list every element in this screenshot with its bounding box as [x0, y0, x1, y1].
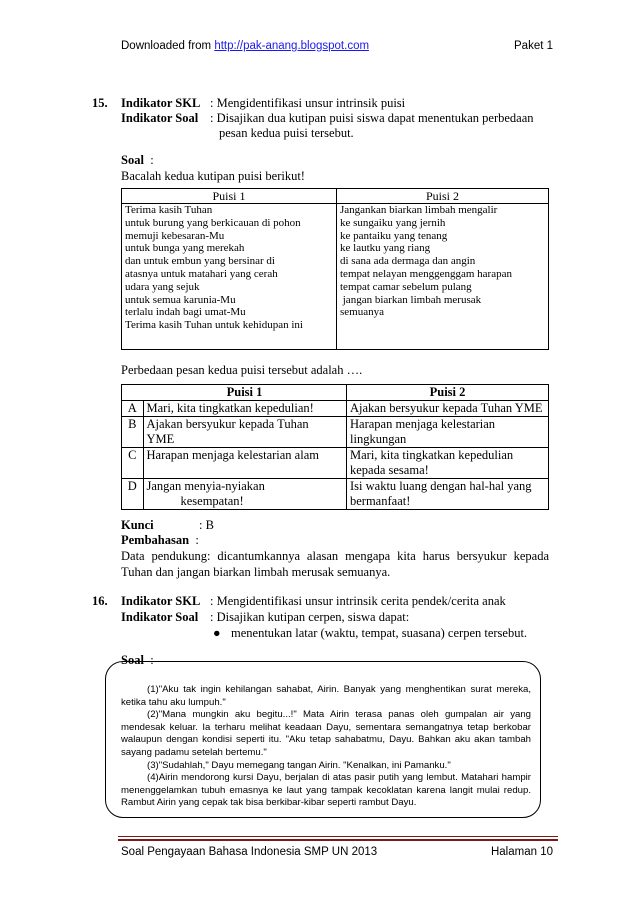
poem-1: [122, 204, 337, 350]
q16-soal-colon: :: [150, 653, 154, 667]
option-puisi-1: [143, 448, 347, 479]
poem-1-line: Terima kasih Tuhan: [125, 204, 213, 216]
q16-skl-text: : Mengidentifikasi unsur intrinsik cerita pendek/cerita anak: [210, 594, 506, 608]
option-puisi-1: [143, 401, 347, 417]
option-text: Mari, kita tingkatkan kepedulian!: [146, 401, 314, 415]
kunci-value: : B: [199, 518, 214, 532]
pembahasan-heading: [121, 533, 199, 548]
options-header-blank: [122, 385, 144, 401]
q16-skl-label: Indikator SKL: [121, 594, 201, 608]
options-header-2: Puisi 2: [347, 385, 549, 401]
footer-page-number: Halaman 10: [490, 846, 553, 858]
q16-soal-label: Soal: [121, 653, 144, 667]
q15-soal-heading: [121, 153, 154, 168]
option-text: Ajakan bersyukur kepada Tuhan: [146, 417, 309, 431]
pembahasan-line-2: Tuhan dan jangan biarkan limbah merusak semuanya.: [121, 565, 391, 579]
bullet-icon: ●: [213, 626, 221, 640]
footer-left: Soal Pengayaan Bahasa Indonesia SMP UN 2013: [121, 846, 378, 858]
q15-soal-label: Soal: [121, 153, 144, 167]
source-link[interactable]: http://pak-anang.blogspot.com: [214, 40, 370, 52]
poem-2-line: tempat camar sebelum pulang: [340, 280, 472, 293]
q15-skl-text: : Mengidentifikasi unsur intrinsik puisi: [210, 96, 406, 110]
option-text: YME: [146, 432, 175, 446]
q16-soal-indicator-text: : Disajikan kutipan cerpen, siswa dapat:: [210, 610, 410, 624]
option-text: Harapan menjaga kelestarian alam: [146, 448, 319, 462]
poem-2-line: ke pantaiku yang tenang: [340, 229, 448, 242]
pembahasan-line-1: Data pendukung: dicantumkannya alasan mengapa kita harus bersyukur kepada: [121, 549, 549, 563]
poem-table-header-1: Puisi 1: [122, 189, 337, 204]
poem-1-line: untuk burung yang berkicauan di pohon: [125, 216, 301, 229]
option-text: Mari, kita tingkatkan kepedulian: [350, 448, 514, 462]
poem-1-line: udara yang sejuk: [125, 280, 200, 293]
option-text: Isi waktu luang dengan hal-hal yang: [350, 479, 532, 493]
story-paragraph: (4)Airin mendorong kursi Dayu, berjalan di atas pasir putih yang lembut. Matahari hampir menenggelamkan tubuh emasnya ke laut yang tampak kecoklatan karena langit mulai redup. Rambut Airin yang cepak tak bisa berkibar-kibar seperti rambut Dayu.: [121, 772, 531, 809]
option-text: kepada sesama!: [350, 463, 429, 477]
q15-soal-colon: :: [150, 153, 154, 167]
poem-1-line: dan untuk embun yang bersinar di: [125, 255, 275, 268]
option-letter: B: [122, 417, 144, 448]
header-prefix: Downloaded from: [121, 40, 215, 52]
q15-question: Perbedaan pesan kedua puisi tersebut adalah ….: [121, 363, 363, 377]
option-row-d: [122, 479, 549, 510]
poem-1-line: untuk semua karunia-Mu: [125, 293, 236, 306]
option-text: Jangan menyia-nyiakan: [146, 479, 265, 493]
poem-1-line: atasnya untuk matahari yang cerah: [125, 267, 278, 280]
q15-soal-indicator-line1: : Disajikan dua kutipan puisi siswa dapat menentukan perbedaan: [210, 111, 534, 125]
poem-table: [121, 188, 549, 350]
poem-2-line: ke sungaiku yang jernih: [340, 216, 446, 229]
poem-2-line: semuanya: [340, 306, 384, 319]
poem-1-line: Terima kasih Tuhan untuk kehidupan ini: [125, 319, 303, 332]
option-letter: A: [122, 401, 144, 417]
option-text: Ajakan bersyukur kepada Tuhan YME: [350, 401, 543, 415]
footer-rule: [118, 836, 558, 837]
q16-number: 16.: [92, 594, 108, 608]
q15-skl-label: Indikator SKL: [121, 96, 201, 110]
q16-bullet-text: menentukan latar (waktu, tempat, suasana) cerpen tersebut.: [231, 626, 528, 640]
option-row-c: [122, 448, 549, 479]
q15-instruction: Bacalah kedua kutipan puisi berikut!: [121, 169, 305, 183]
option-puisi-1: [143, 479, 347, 510]
header-paket: Paket 1: [514, 40, 553, 52]
option-text: lingkungan: [350, 432, 407, 446]
option-puisi-1: [143, 417, 347, 448]
pembahasan-colon: :: [195, 533, 199, 547]
q16-soal-indicator-label: Indikator Soal: [121, 610, 199, 624]
poem-1-line: terlalu indah bagi umat-Mu: [125, 306, 246, 319]
option-letter: C: [122, 448, 144, 479]
story-paragraph: (1)"Aku tak ingin kehilangan sahabat, Airin. Banyak yang menghentikan surat mereka, ketika tahu aku lumpuh.": [121, 684, 531, 708]
q15-soal-indicator-label: Indikator Soal: [121, 111, 199, 125]
kunci-label: Kunci: [121, 518, 154, 532]
q15-number: 15.: [92, 96, 108, 110]
option-puisi-2: [347, 417, 549, 448]
option-puisi-2: [347, 479, 549, 510]
story-paragraph: (3)"Sudahlah," Dayu memegang tangan Airin. "Kenalkan, ini Pamanku.": [147, 759, 451, 771]
story-excerpt: [121, 684, 531, 810]
poem-2-line: ke lautku yang riang: [340, 242, 431, 255]
poem-2-line: tempat nelayan menggenggam harapan: [340, 267, 512, 280]
options-table: [121, 384, 549, 510]
page-header: [121, 40, 369, 52]
option-text: bermanfaat!: [350, 494, 411, 508]
poem-table-header-2: Puisi 2: [337, 189, 549, 204]
poem-2-line: Jangankan biarkan limbah mengalir: [340, 204, 498, 216]
story-paragraph: (2)"Mana mungkin aku begitu...!" Mata Airin terasa panas oleh gumpalan air yang mendesak keluar. Ia terharu melihat keadaan Dayu, sementara semangatnya tetap berkobar walaupun dengan kondisi seperti itu. "Aku tetap sahabatmu, Dayu. Bahkan aku akan tambah sayang padamu setelah bertemu.": [121, 709, 531, 758]
poem-2-line: di sana ada dermaga dan angin: [340, 255, 476, 268]
option-text: Harapan menjaga kelestarian: [350, 417, 496, 431]
option-text: kesempatan!: [180, 494, 244, 508]
pembahasan-label: Pembahasan: [121, 533, 190, 547]
options-header-1: Puisi 1: [143, 385, 347, 401]
footer-rule-thick: [118, 839, 558, 841]
poem-2: [337, 204, 549, 350]
poem-2-line: jangan biarkan limbah merusak: [340, 293, 482, 306]
option-puisi-2: [347, 448, 549, 479]
poem-1-line: untuk bunga yang merekah: [125, 242, 245, 255]
option-puisi-2: [347, 401, 549, 417]
option-row-b: [122, 417, 549, 448]
poem-1-line: memuji kebesaran-Mu: [125, 229, 225, 242]
option-row-a: [122, 401, 549, 417]
option-letter: D: [122, 479, 144, 510]
q15-soal-indicator-line2: pesan kedua puisi tersebut.: [219, 126, 354, 140]
